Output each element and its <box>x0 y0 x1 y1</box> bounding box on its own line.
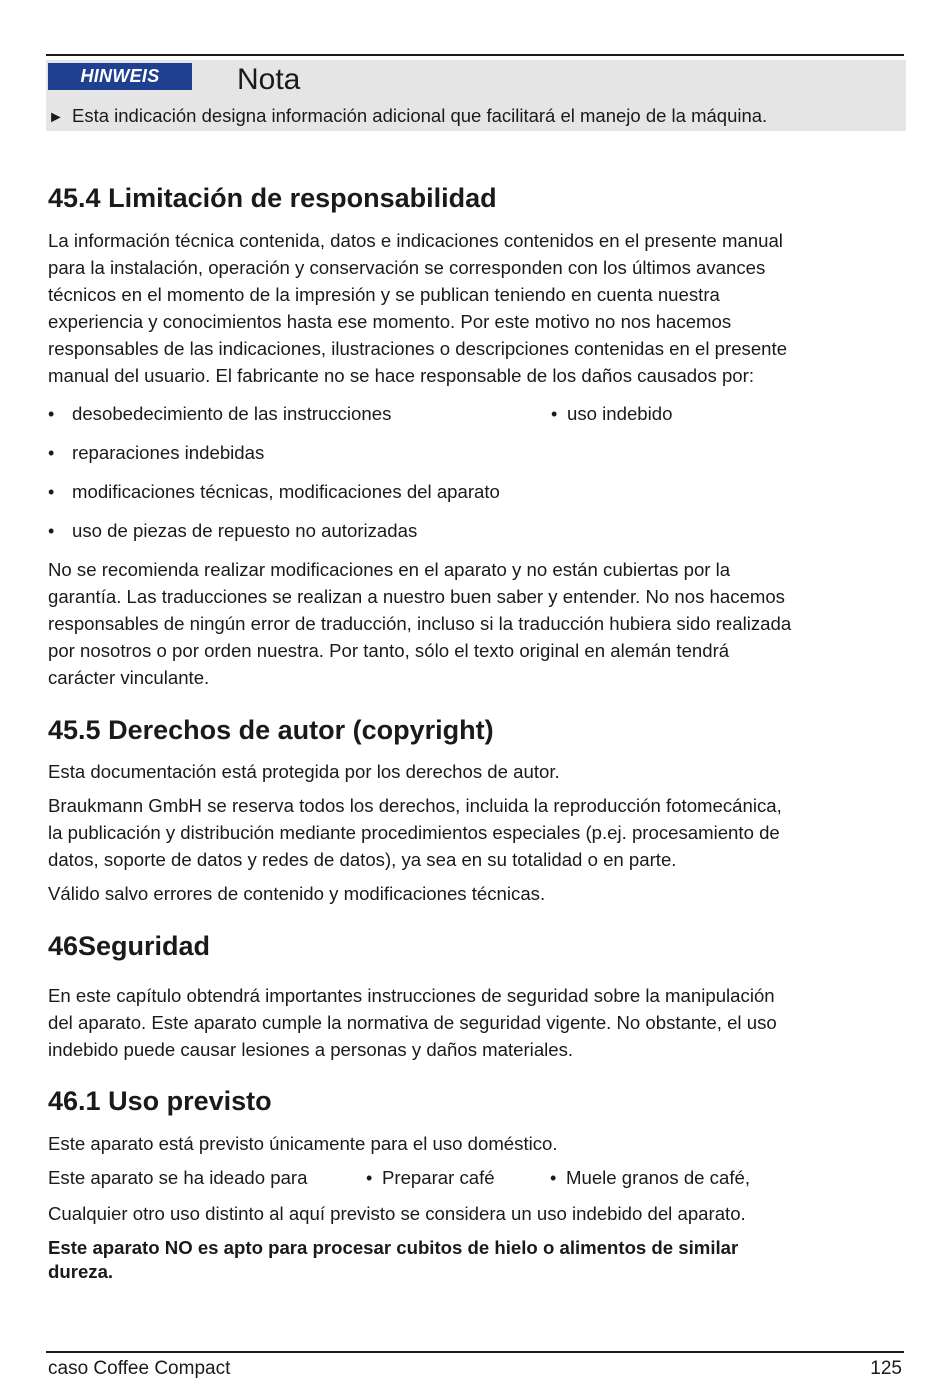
bullet-icon: • <box>550 1168 557 1188</box>
paragraph-copyright-3 <box>48 880 908 907</box>
text-line: del aparato. Este aparato cumple la normativa de seguridad vigente. No obstante, el uso <box>48 1012 777 1033</box>
paragraph-modifications <box>48 556 908 691</box>
bullet-icon: • <box>551 404 558 424</box>
bullet-icon: • <box>48 482 55 502</box>
bullet-icon: • <box>48 521 55 541</box>
heading-number: 46.1 <box>48 1086 101 1116</box>
heading-46: 46Seguridad <box>48 931 211 961</box>
note-title: Nota <box>237 63 301 96</box>
paragraph-liability <box>48 227 908 389</box>
paragraph-intended-2 <box>48 1200 908 1227</box>
text-line: La información técnica contenida, datos e indicaciones contenidos en el presente manual <box>48 230 783 251</box>
hinweis-badge: HINWEIS <box>48 63 192 90</box>
heading-text: Limitación de responsabilidad <box>108 183 497 213</box>
note-text <box>48 104 767 130</box>
arrow-right-icon: ► <box>48 109 64 126</box>
paragraph-safety <box>48 982 908 1063</box>
text-line: Válido salvo errores de contenido y modificaciones técnicas. <box>48 883 546 904</box>
list-item: • uso indebido <box>551 403 673 424</box>
text-line: técnicos en el momento de la impresión y se publican teniendo en cuenta nuestra <box>48 284 720 305</box>
text-line: No se recomienda realizar modificaciones en el aparato y no están cubiertas por la <box>48 559 731 580</box>
list-item: • uso de piezas de repuesto no autorizadas <box>48 520 418 541</box>
warning-text <box>48 1236 908 1284</box>
text-line: la publicación y distribución mediante procedimientos especiales (p.ej. procesamiento de <box>48 822 780 843</box>
heading-number: 45.4 <box>48 183 101 213</box>
note-box <box>46 60 906 131</box>
text-line: Esta documentación está protegida por los derechos de autor. <box>48 761 560 782</box>
top-divider <box>46 54 904 56</box>
list-item: • Preparar café <box>366 1167 495 1188</box>
footer-product: caso Coffee Compact <box>48 1358 231 1379</box>
text-line: por nosotros o por orden nuestra. Por tanto, sólo el texto original en alemán tendrá <box>48 640 730 661</box>
list-item: • Muele granos de café, <box>550 1167 750 1188</box>
paragraph-copyright-2 <box>48 792 908 873</box>
intended-lead: Este aparato se ha ideado para <box>48 1167 308 1188</box>
list-item: • modificaciones técnicas, modificaciones del aparato <box>48 481 500 502</box>
paragraph-intended-1 <box>48 1130 908 1157</box>
list-item: • desobedecimiento de las instrucciones <box>48 403 392 424</box>
text-line: En este capítulo obtendrá importantes instrucciones de seguridad sobre la manipulación <box>48 985 775 1006</box>
text-line: dureza. <box>48 1261 114 1282</box>
heading-45-5 <box>48 713 494 747</box>
page-number: 125 <box>870 1358 902 1379</box>
bullet-icon: • <box>366 1168 373 1188</box>
heading-45-4 <box>48 181 497 215</box>
bottom-divider <box>46 1351 904 1353</box>
text-line: Este aparato está previsto únicamente para el uso doméstico. <box>48 1133 558 1154</box>
text-line: datos, soporte de datos y redes de datos), ya sea en su totalidad o en parte. <box>48 849 677 870</box>
heading-text: Derechos de autor (copyright) <box>108 715 494 745</box>
bullet-icon: • <box>48 404 55 424</box>
text-line: indebido puede causar lesiones a personas y daños materiales. <box>48 1039 574 1060</box>
text-line: Cualquier otro uso distinto al aquí previsto se considera un uso indebido del aparato. <box>48 1203 746 1224</box>
text-line: experiencia y conocimientos hasta ese momento. Por este motivo no nos hacemos <box>48 311 732 332</box>
text-line: Braukmann GmbH se reserva todos los derechos, incluida la reproducción fotomecánica, <box>48 795 782 816</box>
list-item: • reparaciones indebidas <box>48 442 265 463</box>
text-line: carácter vinculante. <box>48 667 210 688</box>
paragraph-copyright-1 <box>48 758 908 785</box>
bullet-icon: • <box>48 443 55 463</box>
text-line: Este aparato NO es apto para procesar cubitos de hielo o alimentos de similar <box>48 1237 739 1258</box>
heading-number: 45.5 <box>48 715 101 745</box>
heading-46-1 <box>48 1084 272 1118</box>
heading-text: Uso previsto <box>108 1086 272 1116</box>
text-line: manual del usuario. El fabricante no se hace responsable de los daños causados por: <box>48 365 754 386</box>
text-line: responsables de ningún error de traducción, incluso si la traducción hubiera sido realizada <box>48 613 792 634</box>
text-line: responsables de las indicaciones, ilustraciones o descripciones contenidas en el presente <box>48 338 788 359</box>
text-line: para la instalación, operación y conservación se corresponden con los últimos avances <box>48 257 766 278</box>
note-text-content: Esta indicación designa información adicional que facilitará el manejo de la máquina. <box>72 105 768 126</box>
text-line: garantía. Las traducciones se realizan a nuestro buen saber y entender. No nos hacemos <box>48 586 785 607</box>
